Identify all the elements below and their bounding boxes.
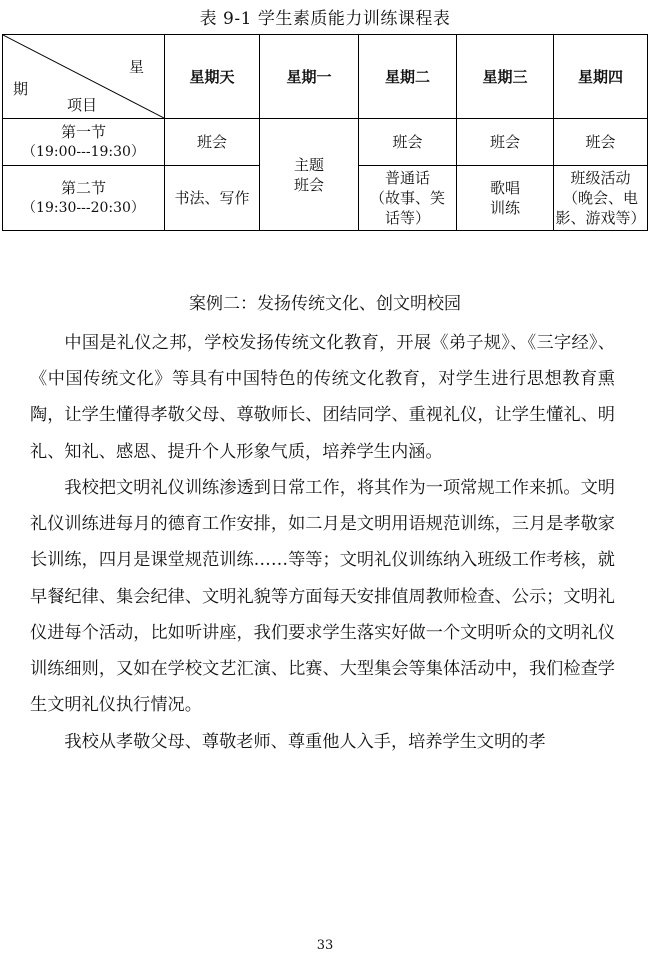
cell-line: 主题 [293,155,324,174]
cell-line: 普通话 [384,169,430,187]
section-title: 案例二：发扬传统文化、创文明校园 [189,294,461,314]
cell-line: 歌唱 [489,179,520,197]
period-cell-2 [3,166,165,231]
paragraph: 我校把文明礼仪训练渗透到日常工作，将其作为一项常规工作来抓。文明礼仪训练进每月的德育工作安排，如二月是文明用语规范训练，三月是孝敬家长训练，四月是课堂规范训练……等等；文明礼仪训练纳入班级工作考核，就早餐纪律、集会纪律、文明礼貌等方面每天安排值周教师检查、公示；文明礼仪进每个活动，比如听讲座，我们要求学生落实好做一个文明听众的文明礼仪训练细则，又如在学校文艺汇演、比赛、大型集会等集体活动中，我们检查学生文明礼仪执行情况。 [30,478,615,716]
header-day-wednesday: 星期三 [457,35,554,119]
header-day-sunday: 星期天 [165,35,260,119]
period-time: （19:30---20:30） [22,200,145,216]
cell-line: 班级活动 [570,169,631,187]
cell-tuesday-1: 班会 [359,119,457,166]
period-cell-1 [3,119,165,166]
body-text [30,325,615,760]
cell-sunday-2: 书法、写作 [165,166,260,231]
period-time: （19:00---19:30） [22,144,145,160]
page-number: 33 [316,938,334,953]
table-caption: 表 9-1 学生素质能力训练课程表 [199,9,451,29]
cell-thursday-1: 班会 [554,119,648,166]
diagonal-header-cell [3,35,165,119]
period-name: 第二节 [60,179,106,197]
header-day-tuesday: 星期二 [359,35,457,119]
cell-line: 影、游戏等） [555,209,646,227]
paragraph: 我校从孝敬父母、尊敬老师、尊重他人入手，培养学生文明的孝 [64,731,546,752]
period-name: 第一节 [60,123,106,141]
cell-sunday-1: 班会 [165,119,260,166]
cell-line: 训练 [489,199,520,217]
corner-label-bottom: 项目 [67,96,98,114]
table-row [3,119,648,166]
schedule-table [2,34,648,231]
header-day-monday: 星期一 [260,35,359,119]
cell-line: 话等） [384,209,430,227]
corner-label-top: 星 [128,58,144,76]
cell-line: （晚会、电 [562,189,638,207]
cell-monday-merged [260,119,359,231]
cell-wednesday-1: 班会 [457,119,554,166]
cell-thursday-2 [554,166,648,231]
table-header-row [3,35,648,119]
header-day-thursday: 星期四 [554,35,648,119]
cell-line: 班会 [293,175,324,194]
cell-tuesday-2 [359,166,457,231]
cell-line: （故事、笑 [369,189,445,207]
paragraph: 中国是礼仪之邦，学校发扬传统文化教育，开展《弟子规》、《三字经》、《中国传统文化》等具有中国特色的传统文化教育，对学生进行思想教育熏陶，让学生懂得孝敬父母、尊敬师长、团结同学、重视礼仪，让学生懂礼、明礼、知礼、感恩、提升个人形象气质，培养学生内涵。 [30,333,615,462]
cell-wednesday-2 [457,166,554,231]
corner-label-middle: 期 [13,80,29,98]
